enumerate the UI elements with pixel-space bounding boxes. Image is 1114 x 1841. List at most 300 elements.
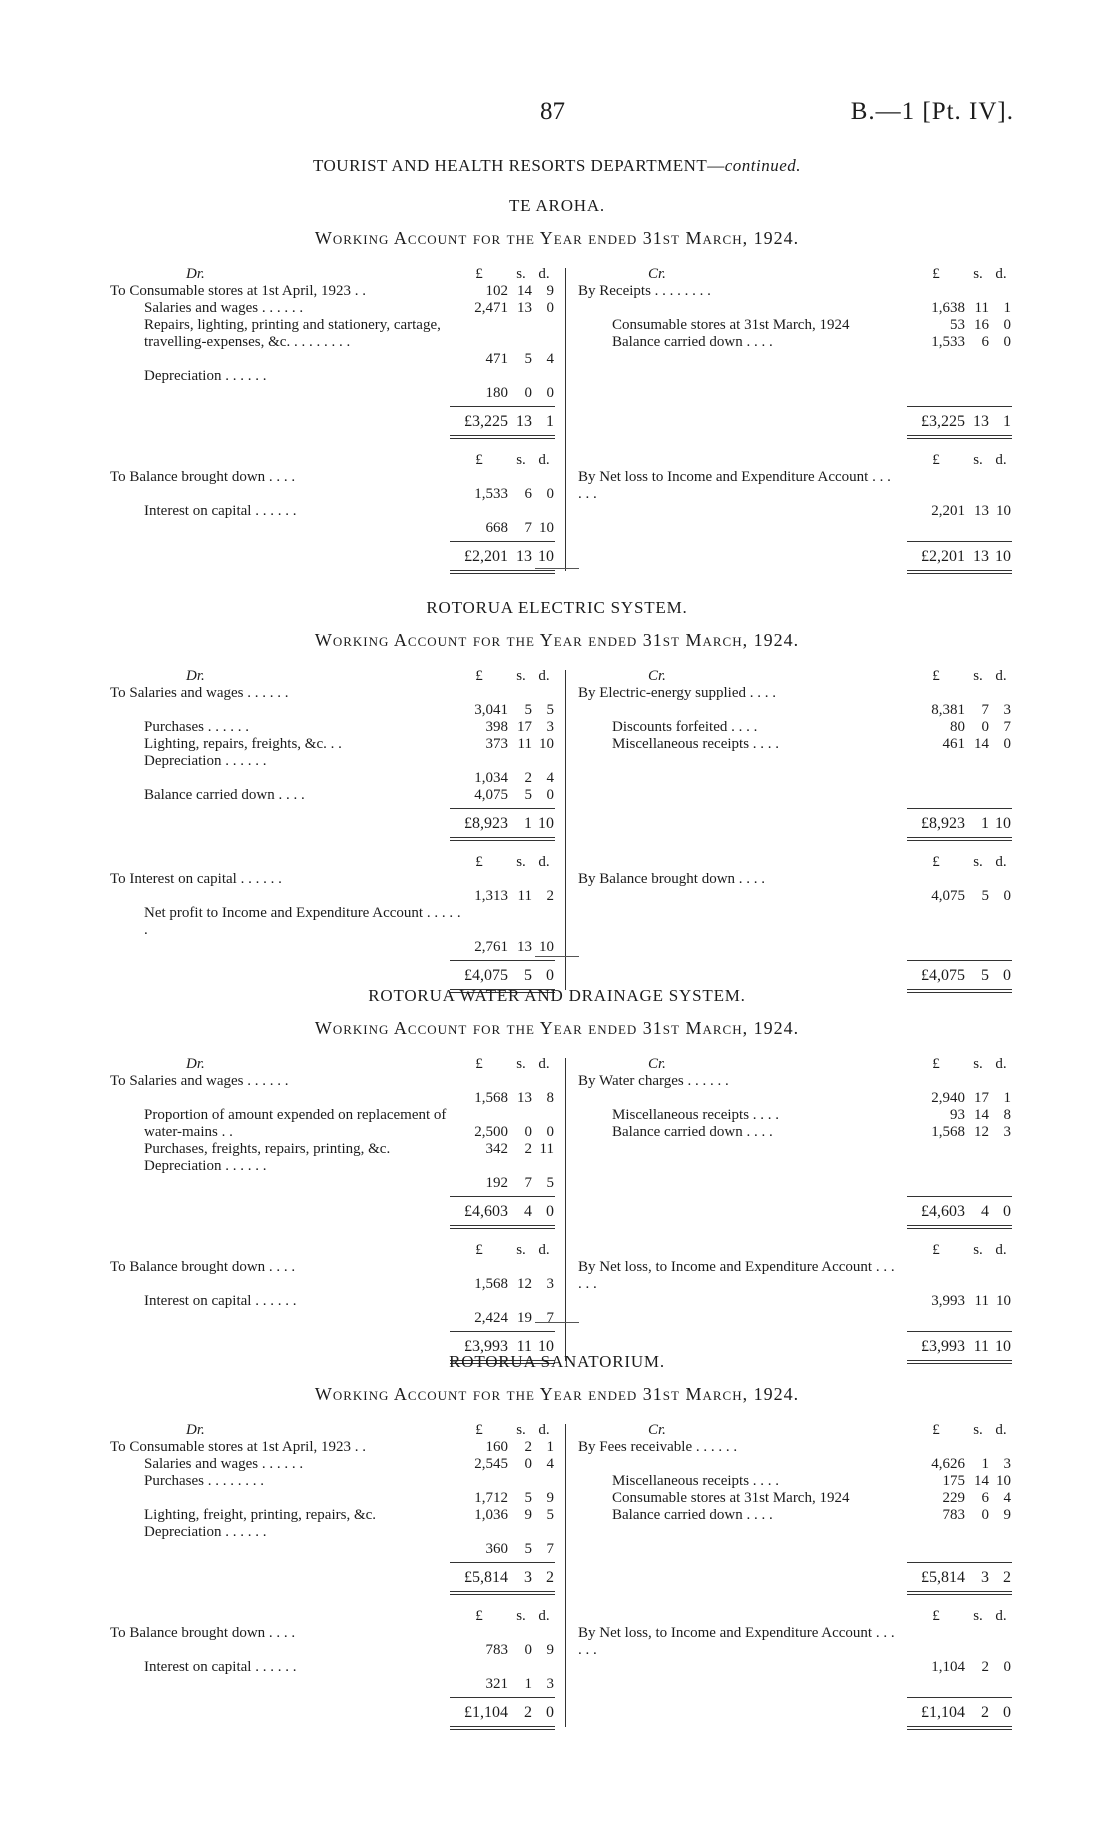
ledger-row: [110, 1293, 555, 1327]
ledger-description: Discounts forfeited . . . .: [612, 719, 758, 735]
total-double-rule: [450, 1729, 555, 1730]
total-double-rule: [907, 840, 1012, 841]
amount: [907, 1507, 1012, 1524]
ledger-total: [578, 1693, 1014, 1729]
shilling-header: s.: [516, 1242, 526, 1258]
dr-label: Dr.: [186, 668, 205, 684]
ledger-description: Salaries and wages . . . . . .: [144, 300, 304, 316]
amount-pounds: £3,225: [464, 413, 508, 430]
amount-pence: 9: [546, 283, 554, 299]
total-rule: [450, 541, 555, 542]
ledger-description: By Balance brought down . . . .: [578, 871, 766, 887]
pence-header: d.: [995, 1242, 1007, 1258]
debit-block-1: [110, 266, 555, 438]
currency-header: [450, 1422, 555, 1439]
amount: [450, 1090, 555, 1107]
amount-pounds: 461: [942, 736, 965, 752]
amount: [450, 787, 555, 804]
currency-header: [450, 668, 555, 685]
currency-heading-row: [110, 452, 555, 469]
amount-shillings: 1: [524, 815, 532, 832]
total-double-rule: [450, 435, 555, 436]
pence-header: d.: [995, 854, 1007, 870]
total-double-rule: [907, 1591, 1012, 1592]
pence-header: d.: [538, 452, 550, 468]
amount-pounds: 160: [485, 1439, 508, 1455]
amount: [450, 1456, 555, 1473]
amount-pence: 4: [546, 770, 554, 786]
ledger-description: Miscellaneous receipts . . . .: [612, 1473, 780, 1489]
ledger-row: [110, 283, 555, 300]
amount-pounds: 1,568: [474, 1090, 508, 1106]
amount: [450, 736, 555, 753]
currency-heading-row: [578, 266, 1014, 283]
total-double-rule: [450, 438, 555, 439]
amount-shillings: 11: [517, 736, 532, 752]
amount: [907, 334, 1012, 351]
page-number: 87: [540, 98, 565, 125]
pound-header: £: [932, 452, 940, 468]
amount-pence: 11: [539, 1141, 554, 1157]
ledger-description: Salaries and wages . . . . . .: [144, 1456, 304, 1472]
amount-shillings: 11: [974, 1293, 989, 1309]
amount: [450, 1507, 555, 1524]
amount: [450, 351, 555, 368]
amount: [907, 736, 1012, 753]
shilling-header: s.: [973, 1422, 983, 1438]
amount-pence: 3: [1003, 702, 1011, 718]
amount-pence: 10: [995, 1338, 1011, 1355]
amount-pence: 0: [546, 385, 554, 401]
amount-pence: 9: [1003, 1507, 1011, 1523]
amount-shillings: 13: [974, 503, 989, 519]
amount: [450, 1141, 555, 1158]
ledger-description: Interest on capital . . . . . .: [144, 1293, 297, 1309]
alignment-spacer: [578, 1310, 1014, 1327]
debit-block-1: [110, 668, 555, 840]
ledger-row: [578, 871, 1014, 905]
block-gap: [578, 438, 1014, 452]
amount-shillings: 11: [516, 1338, 532, 1355]
amount-pounds: £5,814: [921, 1569, 965, 1586]
ledger-row: [110, 1524, 555, 1558]
ledger-row: [110, 1439, 555, 1456]
amount-pounds: 1,568: [474, 1276, 508, 1292]
ledger-row: [110, 905, 555, 956]
alignment-spacer: [578, 753, 1014, 804]
ledger-row: [578, 1490, 1014, 1507]
ledger-row: [110, 1259, 555, 1293]
ledger-row: [110, 1456, 555, 1473]
shilling-header: s.: [516, 854, 526, 870]
section-title: ROTORUA WATER AND DRAINAGE SYSTEM.: [368, 986, 746, 1005]
amount-shillings: 13: [517, 939, 532, 955]
credit-side: [578, 668, 1014, 992]
amount-shillings: 2: [524, 1141, 532, 1157]
pence-header: d.: [995, 266, 1007, 282]
amount: [450, 385, 555, 402]
amount: [907, 1124, 1012, 1141]
amount-pounds: 93: [950, 1107, 965, 1123]
column-divider: [565, 670, 566, 990]
ledger-description: Balance carried down . . . .: [612, 334, 773, 350]
amount-shillings: 7: [524, 520, 532, 536]
total-double-rule: [450, 1228, 555, 1229]
amount-pence: 10: [539, 520, 554, 536]
total-double-rule: [907, 438, 1012, 439]
amount-pence: 0: [546, 967, 554, 984]
credit-side: [578, 1056, 1014, 1363]
amount-pounds: £5,814: [464, 1569, 508, 1586]
amount-shillings: 19: [517, 1310, 532, 1326]
ledger-row: [110, 1507, 555, 1524]
total-double-rule: [450, 1591, 555, 1592]
currency-heading-row: [578, 1422, 1014, 1439]
total-double-rule: [450, 570, 555, 571]
ledger-row: [578, 1439, 1014, 1473]
amount-pounds: 192: [485, 1175, 508, 1191]
ledger-description: By Net loss, to Income and Expenditure Account . . . . . .: [578, 1259, 895, 1292]
currency-header: [907, 1056, 1012, 1073]
total-double-rule: [907, 1225, 1012, 1226]
amount-shillings: 13: [516, 548, 532, 565]
total-rule: [907, 406, 1012, 407]
amount-shillings: 0: [981, 719, 989, 735]
amount: [907, 300, 1012, 317]
total-double-rule: [907, 837, 1012, 838]
amount: [450, 1704, 555, 1721]
ledger-row: [578, 719, 1014, 736]
amount-pounds: 360: [485, 1541, 508, 1557]
pound-header: £: [932, 1242, 940, 1258]
debit-side: [110, 668, 555, 992]
debit-block-2: [110, 1242, 555, 1363]
block-gap: [578, 1228, 1014, 1242]
total-rule: [450, 1331, 555, 1332]
ledger-description: Purchases . . . . . .: [144, 719, 249, 735]
total-rule: [450, 1196, 555, 1197]
amount-shillings: 6: [981, 334, 989, 350]
amount-pounds: 1,568: [931, 1124, 965, 1140]
amount-shillings: 7: [524, 1175, 532, 1191]
ledger-row: [110, 1107, 555, 1141]
amount-pounds: 471: [485, 351, 508, 367]
total-rule: [907, 1697, 1012, 1698]
pound-header: £: [475, 1422, 483, 1438]
debit-block-1: [110, 1422, 555, 1594]
amount: [450, 967, 555, 984]
pound-header: £: [475, 854, 483, 870]
amount-shillings: 6: [981, 1490, 989, 1506]
ledger-row: [110, 719, 555, 736]
amount-pounds: £3,993: [464, 1338, 508, 1355]
cr-label: Cr.: [648, 266, 666, 282]
total-rule: [450, 1697, 555, 1698]
amount: [450, 300, 555, 317]
amount-pence: 0: [546, 787, 554, 803]
ledger-row: [110, 1158, 555, 1192]
currency-heading-row: [110, 266, 555, 283]
amount-pounds: £4,603: [921, 1203, 965, 1220]
amount: [450, 1310, 555, 1327]
amount-pence: 0: [546, 1203, 554, 1220]
total-double-rule: [907, 1594, 1012, 1595]
debit-block-2: [110, 1608, 555, 1729]
amount-pence: 4: [1003, 1490, 1011, 1506]
amount: [450, 1569, 555, 1586]
currency-header: [450, 266, 555, 283]
amount: [907, 1569, 1012, 1586]
ledger-total: [578, 1192, 1014, 1228]
dr-label: Dr.: [186, 1056, 205, 1072]
credit-block-2: [578, 1242, 1014, 1363]
amount-pence: 10: [538, 1338, 554, 1355]
amount: [907, 888, 1012, 905]
amount-pounds: 373: [485, 736, 508, 752]
amount-pounds: 342: [485, 1141, 508, 1157]
ledger-row: [110, 753, 555, 787]
block-gap: [578, 1594, 1014, 1608]
amount-shillings: 13: [973, 413, 989, 430]
amount: [907, 967, 1012, 984]
amount-shillings: 3: [981, 1569, 989, 1586]
amount-pence: 3: [546, 1276, 554, 1292]
ledger-description: Miscellaneous receipts . . . .: [612, 736, 780, 752]
section-subtitle: Working Account for the Year ended 31st March, 1924.: [314, 228, 800, 248]
pound-header: £: [932, 1422, 940, 1438]
amount-shillings: 4: [524, 1203, 532, 1220]
amount-pence: 5: [546, 702, 554, 718]
ledger-row: [110, 300, 555, 317]
amount: [450, 1676, 555, 1693]
amount: [907, 413, 1012, 430]
amount-shillings: 6: [524, 486, 532, 502]
amount-pence: 3: [1003, 1456, 1011, 1472]
currency-heading-row: [578, 854, 1014, 871]
amount-pounds: £4,603: [464, 1203, 508, 1220]
currency-heading-row: [578, 1608, 1014, 1625]
amount-pounds: 175: [942, 1473, 965, 1489]
amount-shillings: 3: [524, 1569, 532, 1586]
total-double-rule: [450, 1225, 555, 1226]
block-gap: [110, 840, 555, 854]
amount-pounds: 1,034: [474, 770, 508, 786]
amount-pounds: 1,036: [474, 1507, 508, 1523]
ledger-total: [110, 1558, 555, 1594]
amount-pounds: 321: [485, 1676, 508, 1692]
alignment-spacer: [578, 905, 1014, 956]
amount-pounds: 53: [950, 317, 965, 333]
amount-shillings: 7: [981, 702, 989, 718]
section-title: TE AROHA.: [509, 196, 605, 215]
ledger-row: [110, 1625, 555, 1659]
ledger-description: Depreciation . . . . . .: [144, 368, 267, 384]
amount-shillings: 14: [974, 1107, 989, 1123]
amount-pounds: 229: [942, 1490, 965, 1506]
ledger-total: [578, 1558, 1014, 1594]
amount: [450, 1541, 555, 1558]
amount-shillings: 13: [516, 413, 532, 430]
credit-side: [578, 266, 1014, 573]
ledger-row: [110, 685, 555, 719]
alignment-spacer: [578, 1524, 1014, 1558]
amount-pence: 7: [546, 1310, 554, 1326]
pence-header: d.: [995, 668, 1007, 684]
amount-pence: 9: [546, 1490, 554, 1506]
amount-pence: 10: [539, 736, 554, 752]
amount: [450, 1203, 555, 1220]
amount-pence: 7: [1003, 719, 1011, 735]
total-double-rule: [907, 435, 1012, 436]
ledger-description: Lighting, repairs, freights, &c. . .: [144, 736, 342, 752]
ledger-description: Purchases, freights, repairs, printing, &c.: [144, 1141, 391, 1157]
amount-pounds: £4,075: [464, 967, 508, 984]
currency-heading-row: [110, 1422, 555, 1439]
amount-shillings: 12: [974, 1124, 989, 1140]
amount-pence: 0: [1003, 736, 1011, 752]
amount-pence: 10: [995, 815, 1011, 832]
ledger-description: To Interest on capital . . . . . .: [110, 871, 282, 887]
ledger-description: Proportion of amount expended on replacement of water-mains . .: [144, 1107, 447, 1140]
amount-pence: 0: [1003, 334, 1011, 350]
section-subtitle: Working Account for the Year ended 31st March, 1924.: [314, 1384, 800, 1404]
ledger-row: [110, 736, 555, 753]
amount: [450, 548, 555, 565]
alignment-spacer: [578, 520, 1014, 537]
cr-label: Cr.: [648, 668, 666, 684]
amount-shillings: 17: [517, 719, 532, 735]
ledger-description: Miscellaneous receipts . . . .: [612, 1107, 780, 1123]
section-title: ROTORUA SANATORIUM.: [449, 1352, 665, 1371]
amount-pounds: £8,923: [464, 815, 508, 832]
amount-pence: 2: [546, 888, 554, 904]
amount-pence: 0: [546, 1704, 554, 1721]
amount-pence: 0: [1003, 317, 1011, 333]
amount-pence: 10: [538, 815, 554, 832]
amount-pounds: 3,041: [474, 702, 508, 718]
ledger-description: Balance carried down . . . .: [144, 787, 305, 803]
amount: [450, 1124, 555, 1141]
currency-header: [450, 854, 555, 871]
amount-pence: 0: [1003, 1704, 1011, 1721]
pence-header: d.: [538, 668, 550, 684]
amount-shillings: 17: [974, 1090, 989, 1106]
pence-header: d.: [995, 1608, 1007, 1624]
currency-header: [907, 452, 1012, 469]
amount-pence: 4: [546, 351, 554, 367]
amount: [450, 283, 555, 300]
shilling-header: s.: [516, 668, 526, 684]
amount-pounds: 180: [485, 385, 508, 401]
ledger-description: Depreciation . . . . . .: [144, 1524, 267, 1540]
ledger-total: [578, 537, 1014, 573]
amount: [907, 317, 1012, 334]
amount-pence: 10: [996, 1473, 1011, 1489]
amount-pounds: 2,500: [474, 1124, 508, 1140]
currency-header: [450, 1056, 555, 1073]
total-rule: [907, 1196, 1012, 1197]
amount-shillings: 0: [981, 1507, 989, 1523]
credit-block-1: [578, 668, 1014, 840]
amount-pounds: 668: [485, 520, 508, 536]
amount: [450, 939, 555, 956]
amount-pounds: 4,075: [931, 888, 965, 904]
credit-block-2: [578, 452, 1014, 573]
ledger-total: [110, 537, 555, 573]
amount-pounds: £2,201: [921, 548, 965, 565]
debit-block-2: [110, 452, 555, 573]
currency-heading-row: [110, 1608, 555, 1625]
pound-header: £: [932, 854, 940, 870]
total-double-rule: [907, 1729, 1012, 1730]
amount-pounds: 1,533: [474, 486, 508, 502]
credit-block-2: [578, 854, 1014, 992]
amount-pounds: 1,712: [474, 1490, 508, 1506]
currency-heading-row: [578, 1242, 1014, 1259]
ledger-row: [110, 317, 555, 368]
shilling-header: s.: [973, 854, 983, 870]
department-title-text: TOURIST AND HEALTH RESORTS DEPARTMENT—: [312, 156, 725, 175]
amount-pence: 0: [546, 486, 554, 502]
amount-shillings: 5: [524, 967, 532, 984]
currency-header: [450, 1608, 555, 1625]
amount-pence: 0: [546, 1124, 554, 1140]
shilling-header: s.: [973, 668, 983, 684]
block-gap: [578, 840, 1014, 854]
amount-shillings: 5: [524, 1541, 532, 1557]
amount: [907, 1490, 1012, 1507]
amount: [450, 702, 555, 719]
amount-shillings: 13: [973, 548, 989, 565]
ledger-description: Balance carried down . . . .: [612, 1507, 773, 1523]
amount-pounds: 4,626: [931, 1456, 965, 1472]
pence-header: d.: [538, 266, 550, 282]
total-rule: [450, 1562, 555, 1563]
amount-shillings: 5: [524, 1490, 532, 1506]
amount-pounds: £1,104: [464, 1704, 508, 1721]
ledger-total: [110, 804, 555, 840]
ledger-description: Net profit to Income and Expenditure Account . . . . . .: [144, 905, 461, 938]
credit-block-1: [578, 1422, 1014, 1594]
amount-pounds: 1,638: [931, 300, 965, 316]
amount-shillings: 4: [981, 1203, 989, 1220]
pound-header: £: [475, 668, 483, 684]
total-double-rule: [450, 573, 555, 574]
total-rule: [450, 406, 555, 407]
amount: [907, 1659, 1012, 1676]
shilling-header: s.: [973, 1608, 983, 1624]
ledger-description: To Consumable stores at 1st April, 1923 . .: [110, 283, 367, 299]
amount-pounds: 80: [950, 719, 965, 735]
amount-pounds: 2,471: [474, 300, 508, 316]
column-divider: [565, 268, 566, 571]
ledger-row: [110, 787, 555, 804]
section-separator-rule: [535, 956, 579, 957]
ledger-description: To Balance brought down . . . .: [110, 469, 296, 485]
pound-header: £: [932, 266, 940, 282]
amount-pounds: 2,424: [474, 1310, 508, 1326]
amount-pence: 0: [1003, 1659, 1011, 1675]
amount: [450, 770, 555, 787]
total-rule: [907, 1331, 1012, 1332]
amount: [907, 1090, 1012, 1107]
amount-pounds: 783: [942, 1507, 965, 1523]
amount-shillings: 9: [524, 1507, 532, 1523]
amount: [907, 1293, 1012, 1310]
ledger-row: [578, 469, 1014, 520]
currency-header: [907, 1422, 1012, 1439]
currency-heading-row: [110, 1242, 555, 1259]
